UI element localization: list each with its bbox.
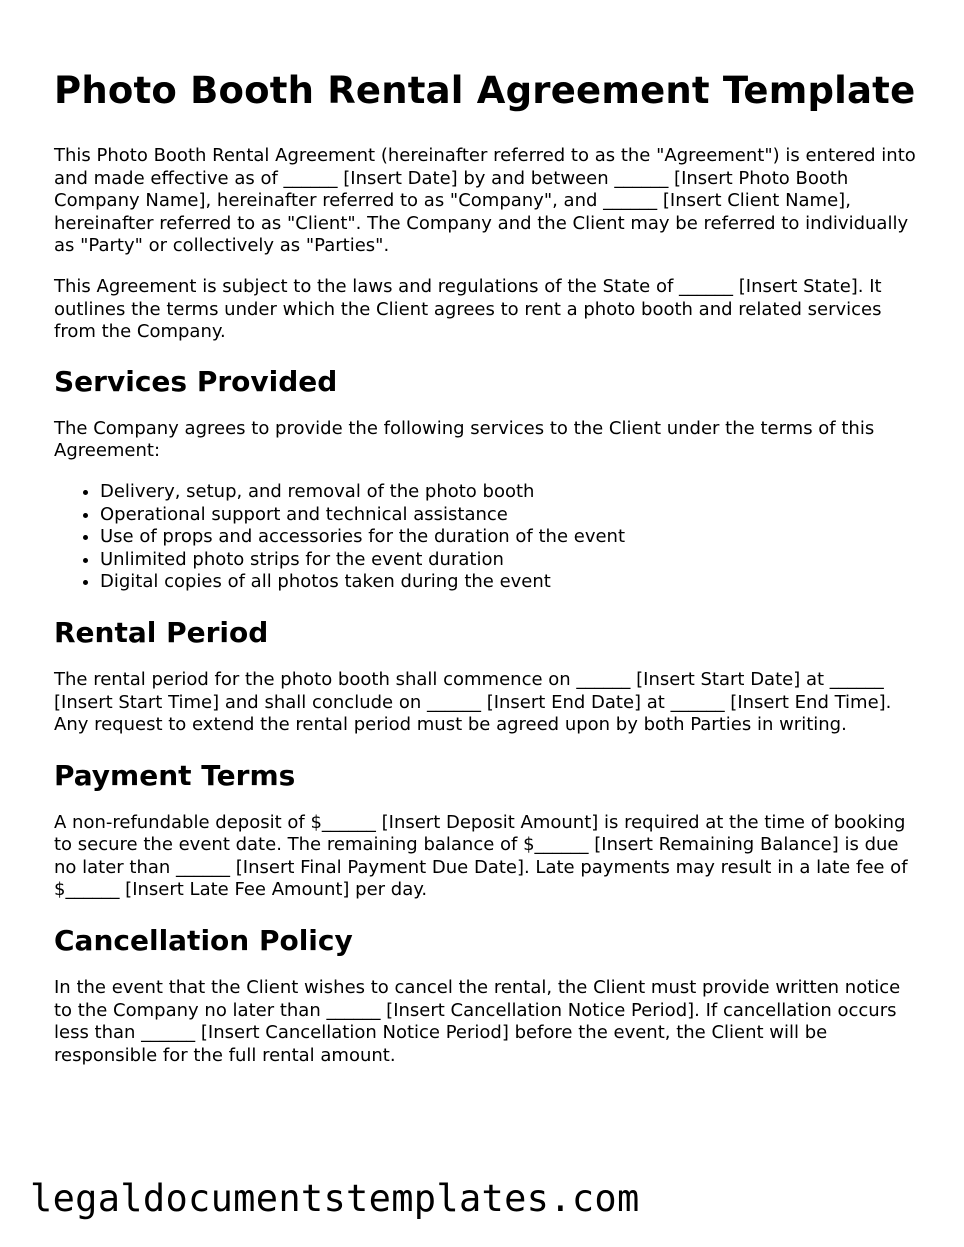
list-item: • Unlimited photo strips for the event duration [100,549,916,572]
cancellation-policy-heading: Cancellation Policy [54,924,353,958]
list-item: • Delivery, setup, and removal of the photo booth [100,481,916,504]
list-item: • Operational support and technical assistance [100,504,916,527]
rental-period-paragraph: The rental period for the photo booth shall commence on ______ [Insert Start Date] at ______ [Insert Start Time] and shall conclude on ______ [Insert End Date] at ______ [Insert End Time]. Any request to extend the rental period must be agreed upon by both Parties in writing. [54,668,892,736]
jurisdiction-paragraph: This Agreement is subject to the laws and regulations of the State of ______ [Insert State]. It outlines the terms under which the Client agrees to rent a photo booth and related services from the Company. [54,275,882,343]
site-watermark: legaldocumentstemplates.com [30,1177,640,1220]
payment-terms-paragraph: A non-refundable deposit of $______ [Insert Deposit Amount] is required at the time of booking to secure the event date. The remaining balance of $______ [Insert Remaining Balance] is due no later than ______ [Insert Final Payment Due Date]. Late payments may result in a late fee of $______ [Insert Late Fee Amount] per day. [54,811,908,901]
document-title: Photo Booth Rental Agreement Template [54,69,916,112]
cancellation-policy-paragraph: In the event that the Client wishes to cancel the rental, the Client must provide written notice to the Company no later than ______ [Insert Cancellation Notice Period]. If cancellation occurs less than ______ [Insert Cancellation Notice Period] before the event, the Client will be responsible for the full rental amount. [54,977,901,1066]
services-heading: Services Provided [54,364,338,398]
intro-paragraph: This Photo Booth Rental Agreement (hereinafter referred to as the "Agreement") is entered into and made effective as of ______ [Insert Date] by and between ______ [Insert Photo Booth Company Name], hereinafter referred to as "Company", and ______ [Insert Client Name], hereinafter referred to as "Client". The Company and the Client may be referred to individually as "Party" or collectively as "Parties". [54,145,916,257]
rental-period-heading: Rental Period [54,615,269,649]
services-paragraph: The Company agrees to provide the following services to the Client under the terms of this Agreement: [54,417,875,462]
services-list [54,481,916,594]
list-item: • Use of props and accessories for the duration of the event [100,526,916,549]
document-page [54,0,916,1067]
list-item: • Digital copies of all photos taken during the event [100,571,916,594]
payment-terms-heading: Payment Terms [54,758,296,792]
